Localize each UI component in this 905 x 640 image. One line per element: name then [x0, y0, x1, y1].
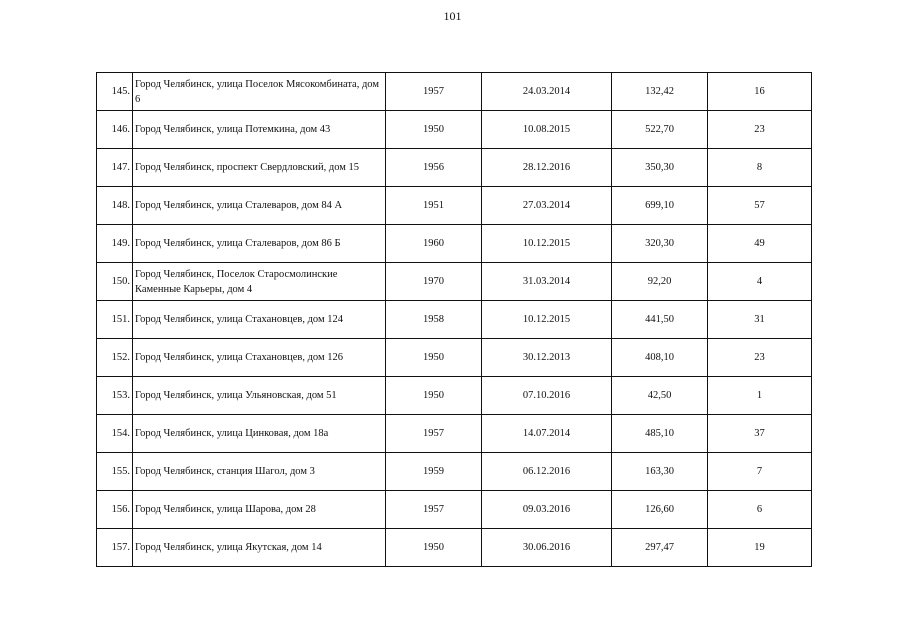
residents-cell: 4 — [708, 263, 812, 301]
date-cell: 30.06.2016 — [482, 529, 612, 567]
residents-cell: 37 — [708, 415, 812, 453]
table-row — [97, 301, 812, 339]
row-number: 153. — [97, 377, 133, 415]
date-cell: 31.03.2014 — [482, 263, 612, 301]
date-cell: 28.12.2016 — [482, 149, 612, 187]
year-built-cell: 1960 — [386, 225, 482, 263]
date-cell: 10.12.2015 — [482, 301, 612, 339]
year-built-cell: 1957 — [386, 491, 482, 529]
residents-cell: 19 — [708, 529, 812, 567]
address-cell: Город Челябинск, проспект Свердловский, дом 15 — [133, 149, 386, 187]
date-cell: 27.03.2014 — [482, 187, 612, 225]
area-cell: 132,42 — [612, 73, 708, 111]
table-row — [97, 529, 812, 567]
row-number: 157. — [97, 529, 133, 567]
date-cell: 14.07.2014 — [482, 415, 612, 453]
table-row — [97, 187, 812, 225]
page-number: 101 — [443, 9, 462, 23]
residents-cell: 8 — [708, 149, 812, 187]
area-cell: 408,10 — [612, 339, 708, 377]
year-built-cell: 1958 — [386, 301, 482, 339]
address-cell: Город Челябинск, Поселок Старосмолинские Каменные Карьеры, дом 4 — [133, 263, 386, 301]
address-cell: Город Челябинск, улица Потемкина, дом 43 — [133, 111, 386, 149]
row-number: 146. — [97, 111, 133, 149]
row-number: 150. — [97, 263, 133, 301]
year-built-cell: 1951 — [386, 187, 482, 225]
row-number: 145. — [97, 73, 133, 111]
residents-cell: 49 — [708, 225, 812, 263]
table-row — [97, 225, 812, 263]
address-cell: Город Челябинск, улица Сталеваров, дом 86 Б — [133, 225, 386, 263]
area-cell: 92,20 — [612, 263, 708, 301]
address-cell: Город Челябинск, улица Поселок Мясокомбината, дом 6 — [133, 73, 386, 111]
row-number: 147. — [97, 149, 133, 187]
table-row — [97, 377, 812, 415]
address-cell: Город Челябинск, улица Сталеваров, дом 84 А — [133, 187, 386, 225]
address-cell: Город Челябинск, улица Цинковая, дом 18а — [133, 415, 386, 453]
residents-cell: 7 — [708, 453, 812, 491]
table-row — [97, 339, 812, 377]
date-cell: 24.03.2014 — [482, 73, 612, 111]
registry-body — [97, 73, 812, 567]
date-cell: 07.10.2016 — [482, 377, 612, 415]
table-row — [97, 491, 812, 529]
date-cell: 10.12.2015 — [482, 225, 612, 263]
address-cell: Город Челябинск, улица Стахановцев, дом 124 — [133, 301, 386, 339]
address-cell: Город Челябинск, улица Шарова, дом 28 — [133, 491, 386, 529]
date-cell: 09.03.2016 — [482, 491, 612, 529]
row-number: 156. — [97, 491, 133, 529]
year-built-cell: 1950 — [386, 377, 482, 415]
area-cell: 297,47 — [612, 529, 708, 567]
residents-cell: 23 — [708, 339, 812, 377]
address-cell: Город Челябинск, улица Стахановцев, дом 126 — [133, 339, 386, 377]
year-built-cell: 1956 — [386, 149, 482, 187]
residents-cell: 6 — [708, 491, 812, 529]
year-built-cell: 1970 — [386, 263, 482, 301]
area-cell: 522,70 — [612, 111, 708, 149]
year-built-cell: 1950 — [386, 529, 482, 567]
table-row — [97, 453, 812, 491]
address-cell: Город Челябинск, улица Ульяновская, дом 51 — [133, 377, 386, 415]
table-row — [97, 263, 812, 301]
row-number: 149. — [97, 225, 133, 263]
area-cell: 126,60 — [612, 491, 708, 529]
table-row — [97, 111, 812, 149]
area-cell: 699,10 — [612, 187, 708, 225]
housing-registry-table — [96, 72, 812, 567]
residents-cell: 31 — [708, 301, 812, 339]
area-cell: 441,50 — [612, 301, 708, 339]
residents-cell: 16 — [708, 73, 812, 111]
year-built-cell: 1959 — [386, 453, 482, 491]
row-number: 154. — [97, 415, 133, 453]
area-cell: 485,10 — [612, 415, 708, 453]
date-cell: 10.08.2015 — [482, 111, 612, 149]
address-cell: Город Челябинск, станция Шагол, дом 3 — [133, 453, 386, 491]
residents-cell: 1 — [708, 377, 812, 415]
year-built-cell: 1957 — [386, 415, 482, 453]
row-number: 152. — [97, 339, 133, 377]
area-cell: 163,30 — [612, 453, 708, 491]
area-cell: 350,30 — [612, 149, 708, 187]
address-cell: Город Челябинск, улица Якутская, дом 14 — [133, 529, 386, 567]
year-built-cell: 1950 — [386, 339, 482, 377]
table-row — [97, 149, 812, 187]
table-row — [97, 73, 812, 111]
area-cell: 320,30 — [612, 225, 708, 263]
table-row — [97, 415, 812, 453]
row-number: 151. — [97, 301, 133, 339]
row-number: 148. — [97, 187, 133, 225]
area-cell: 42,50 — [612, 377, 708, 415]
year-built-cell: 1950 — [386, 111, 482, 149]
residents-cell: 57 — [708, 187, 812, 225]
date-cell: 30.12.2013 — [482, 339, 612, 377]
year-built-cell: 1957 — [386, 73, 482, 111]
date-cell: 06.12.2016 — [482, 453, 612, 491]
row-number: 155. — [97, 453, 133, 491]
residents-cell: 23 — [708, 111, 812, 149]
